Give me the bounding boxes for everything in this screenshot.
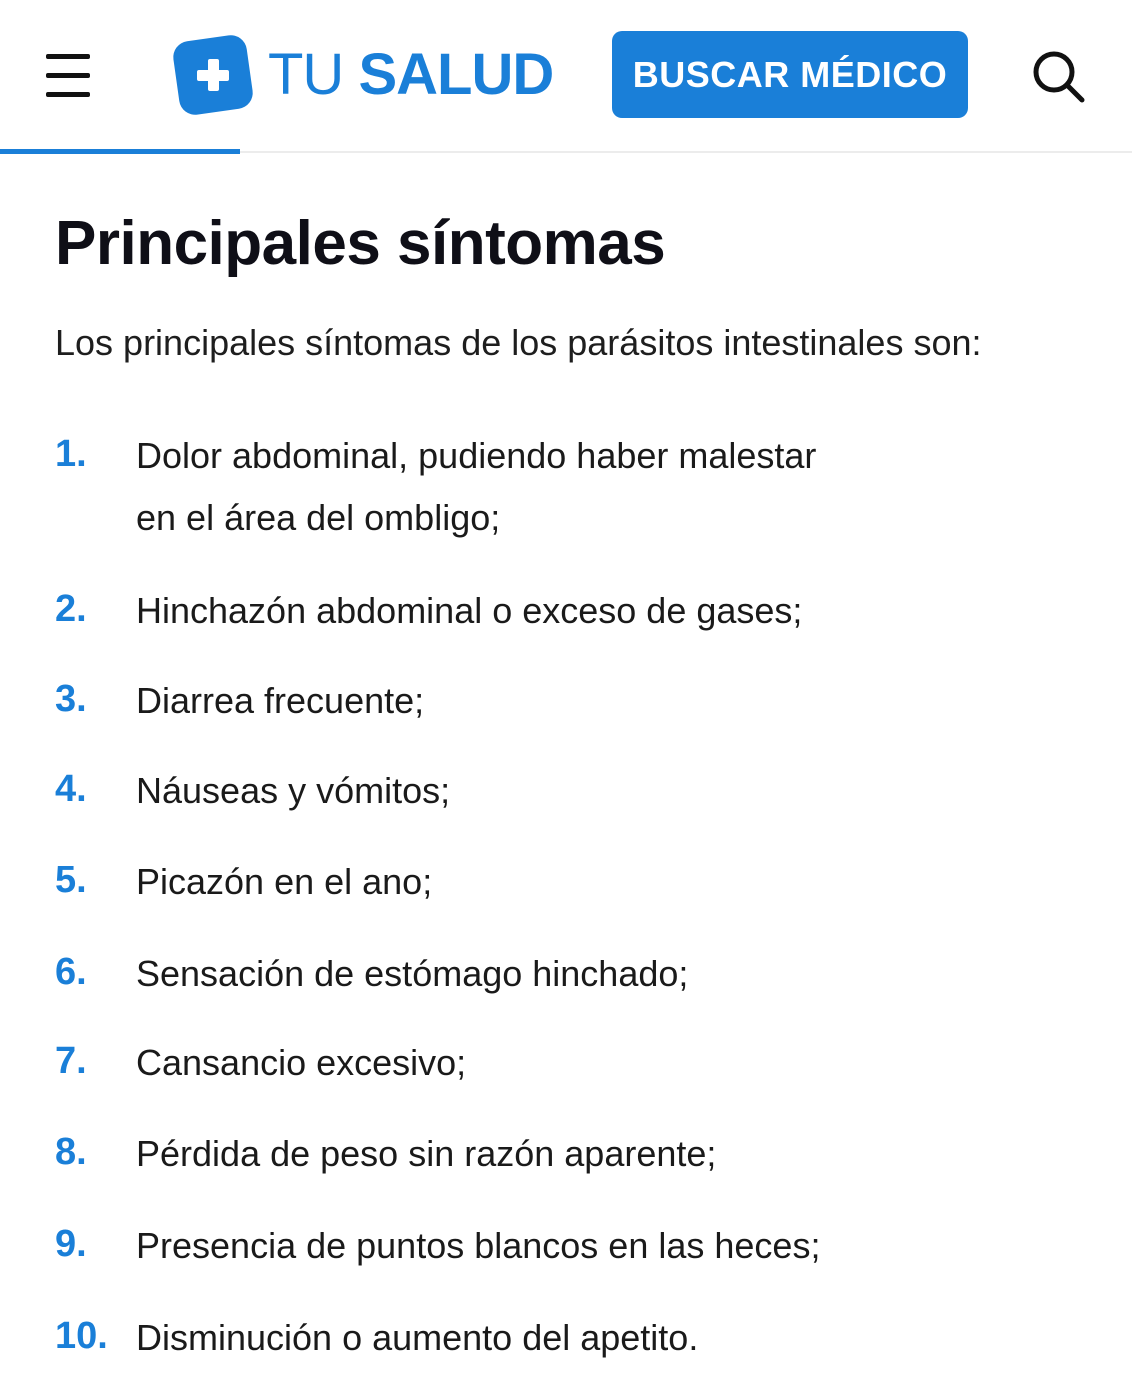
- logo-word-tu: TU: [268, 42, 359, 107]
- list-item-text: Presencia de puntos blancos en las heces;: [136, 1225, 821, 1266]
- site-logo[interactable]: [170, 30, 553, 120]
- header-accent-bar: [0, 149, 240, 154]
- list-item-number: 9.: [55, 1223, 87, 1265]
- list-item-text: Pérdida de peso sin razón aparente;: [136, 1133, 717, 1174]
- list-item-text: Picazón en el ano;: [136, 861, 433, 902]
- list-item-text: Dolor abdominal, pudiendo haber malestar: [136, 435, 817, 476]
- list-item-number: 5.: [55, 859, 87, 901]
- page-title: Principales síntomas: [55, 209, 666, 278]
- list-item-text: Náuseas y vómitos;: [136, 770, 451, 811]
- list-item-number: 10.: [55, 1315, 108, 1357]
- list-item-number: 2.: [55, 588, 87, 630]
- list-item-number: 4.: [55, 768, 87, 810]
- site-header: [0, 0, 1132, 154]
- list-item-text: Disminución o aumento del apetito.: [136, 1317, 699, 1358]
- search-icon[interactable]: [1030, 48, 1086, 104]
- list-item-number: 3.: [55, 678, 87, 720]
- list-item-number: 6.: [55, 951, 87, 993]
- intro-paragraph: Los principales síntomas de los parásitos intestinales son:: [55, 322, 982, 363]
- logo-wordmark: [268, 42, 554, 107]
- list-item-number: 1.: [55, 433, 87, 475]
- list-item-text: Hinchazón abdominal o exceso de gases;: [136, 590, 803, 631]
- list-item-text: Diarrea frecuente;: [136, 680, 425, 721]
- hamburger-menu-icon[interactable]: [46, 54, 92, 98]
- list-item-text: Cansancio excesivo;: [136, 1042, 467, 1083]
- list-item-text: Sensación de estómago hinchado;: [136, 953, 689, 994]
- list-item-number: 7.: [55, 1040, 87, 1082]
- list-item-text-continued: en el área del ombligo;: [136, 497, 501, 538]
- find-doctor-button[interactable]: BUSCAR MÉDICO: [612, 31, 968, 118]
- list-item-number: 8.: [55, 1131, 87, 1173]
- logo-word-salud: SALUD: [358, 42, 554, 107]
- medical-cross-logo-icon: [170, 32, 256, 118]
